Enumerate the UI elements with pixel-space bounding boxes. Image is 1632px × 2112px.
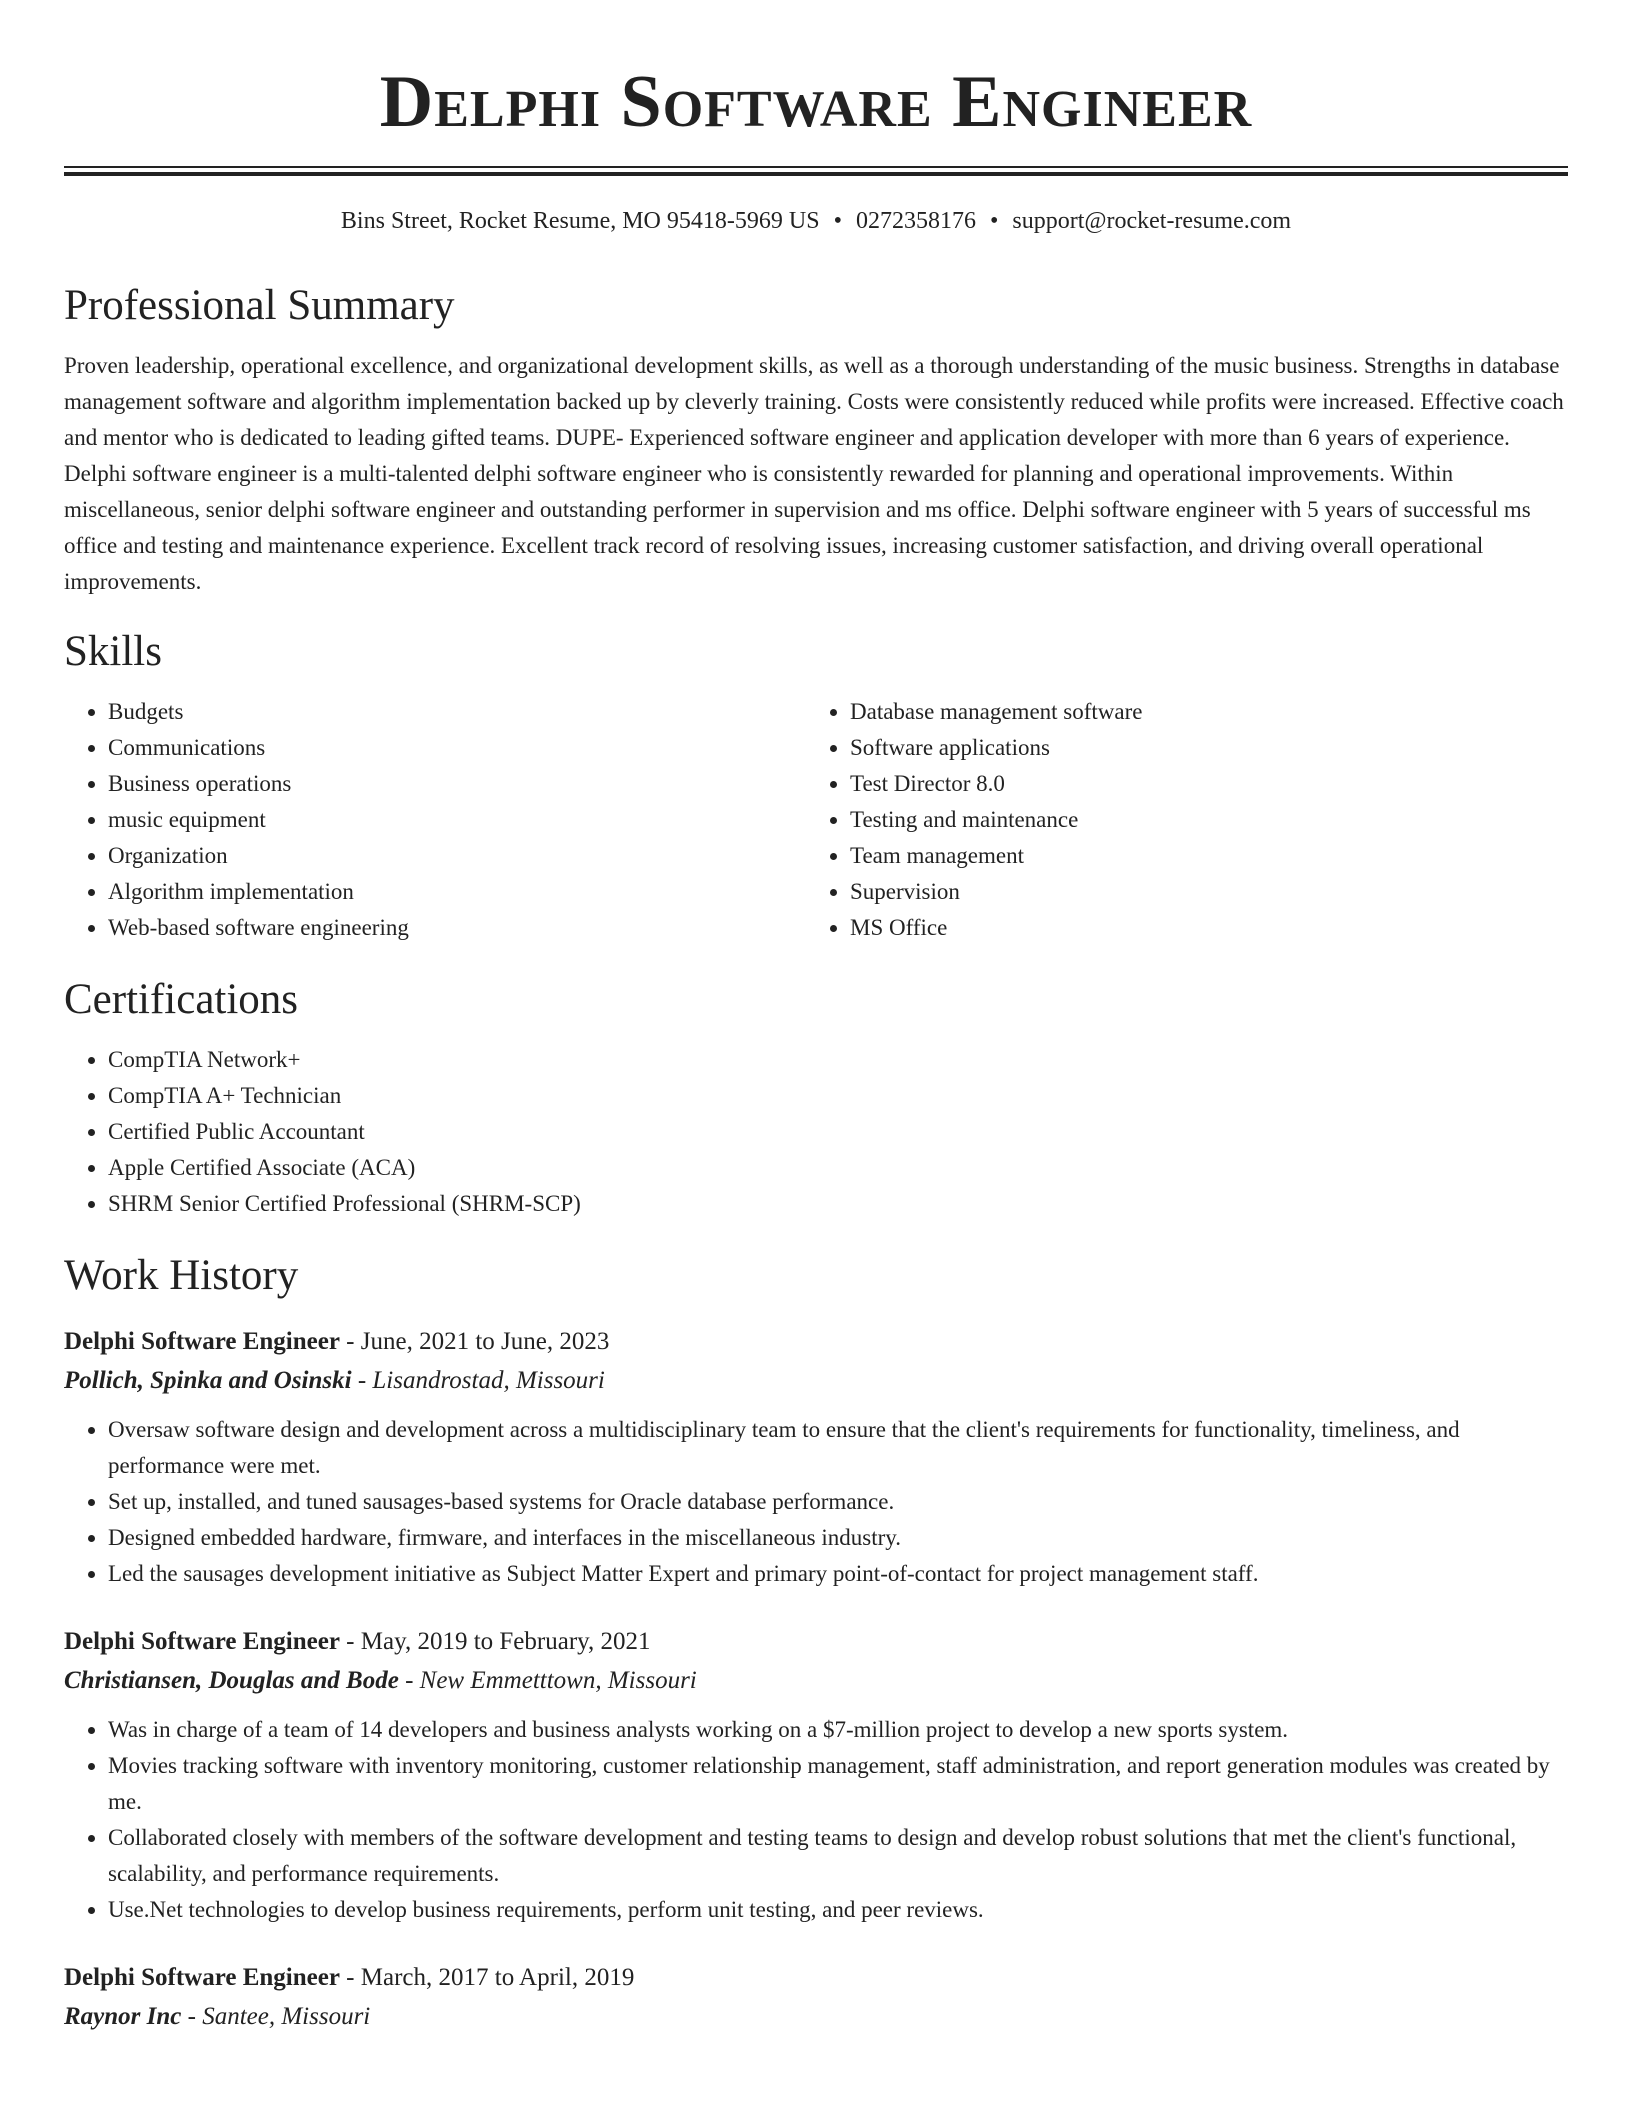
skills-list-left <box>64 694 806 946</box>
skill-item: • Algorithm implementation <box>108 874 806 910</box>
skill-item: • Software applications <box>850 730 1548 766</box>
job-bullet: • Was in charge of a team of 14 developers and business analysts working on a $7-million project to develop a new sports system. <box>108 1712 1568 1748</box>
contact-address: Bins Street, Rocket Resume, MO 95418-5969 US <box>340 208 820 234</box>
job-company-line <box>64 1362 1568 1400</box>
resume-name: Delphi Software Engineer <box>379 61 1253 143</box>
certification-item: • Certified Public Accountant <box>108 1114 1568 1150</box>
job-bullet: • Movies tracking software with inventory monitoring, customer relationship management, staff administration, and report generation modules was created by me. <box>108 1748 1568 1820</box>
contact-separator: • <box>833 208 842 234</box>
section-title-skills: Skills <box>64 628 162 675</box>
skill-item: • Team management <box>850 838 1548 874</box>
job-bullet: • Oversaw software design and development across a multidisciplinary team to ensure that the client's requirements for functionality, timeliness, and performance were met. <box>108 1412 1568 1484</box>
job-bullet: • Set up, installed, and tuned sausages-based systems for Oracle database performance. <box>108 1484 1568 1520</box>
job-bullet: • Designed embedded hardware, firmware, and interfaces in the miscellaneous industry. <box>108 1520 1568 1556</box>
skill-item: • Organization <box>108 838 806 874</box>
job-role: Delphi Software Engineer <box>64 1628 340 1655</box>
job-company: Christiansen, Douglas and Bode <box>64 1667 399 1694</box>
job-dates: - June, 2021 to June, 2023 <box>339 1328 610 1355</box>
certification-item: • CompTIA Network+ <box>108 1042 1568 1078</box>
skill-item: • Testing and maintenance <box>850 802 1548 838</box>
job-bullets <box>64 1412 1568 1592</box>
job-dates: - March, 2017 to April, 2019 <box>339 1964 635 1991</box>
job-company: Raynor Inc <box>64 2003 182 2030</box>
contact-line <box>64 204 1568 238</box>
certifications-list <box>64 1042 1568 1222</box>
job-role: Delphi Software Engineer <box>64 1964 340 1991</box>
resume-page <box>64 0 1568 2036</box>
job-bullet: • Use.Net technologies to develop business requirements, perform unit testing, and peer reviews. <box>108 1892 1568 1928</box>
job-title-line <box>64 1958 1568 1998</box>
section-title-work-history: Work History <box>64 1252 299 1299</box>
job-title-line <box>64 1622 1568 1662</box>
skill-item: • Business operations <box>108 766 806 802</box>
skills-grid <box>64 694 1568 946</box>
job-company-line <box>64 1998 1568 2036</box>
skill-item: • Communications <box>108 730 806 766</box>
job-entry <box>64 1958 1568 2036</box>
contact-separator: • <box>989 208 999 234</box>
job-location: - Santee, Missouri <box>181 2003 371 2030</box>
job-company: Pollich, Spinka and Osinski <box>64 1367 352 1394</box>
header-divider <box>64 166 1568 176</box>
section-title-summary: Professional Summary <box>64 282 455 329</box>
certification-item: • Apple Certified Associate (ACA) <box>108 1150 1568 1186</box>
skill-item: • Test Director 8.0 <box>850 766 1548 802</box>
skill-item: • music equipment <box>108 802 806 838</box>
certification-item: • CompTIA A+ Technician <box>108 1078 1568 1114</box>
certification-item: • SHRM Senior Certified Professional (SHRM-SCP) <box>108 1186 1568 1222</box>
contact-email: support@rocket-resume.com <box>1012 208 1292 234</box>
job-company-line <box>64 1662 1568 1700</box>
job-role: Delphi Software Engineer <box>64 1328 340 1355</box>
contact-phone: 0272358176 <box>855 208 976 234</box>
job-bullet: • Collaborated closely with members of the software development and testing teams to design and develop robust solutions that met the client's functional, scalability, and performance requirements. <box>108 1820 1568 1892</box>
job-entry <box>64 1322 1568 1592</box>
skill-item: • Database management software <box>850 694 1548 730</box>
section-title-certifications: Certifications <box>64 976 299 1023</box>
job-title-line <box>64 1322 1568 1362</box>
job-bullets <box>64 1712 1568 1928</box>
skill-item: • Budgets <box>108 694 806 730</box>
job-location: - New Emmetttown, Missouri <box>398 1667 697 1694</box>
job-location: - Lisandrostad, Missouri <box>351 1367 605 1394</box>
job-entry <box>64 1622 1568 1928</box>
skill-item: • Web-based software engineering <box>108 910 806 946</box>
job-dates: - May, 2019 to February, 2021 <box>339 1628 651 1655</box>
skill-item: • Supervision <box>850 874 1548 910</box>
skill-item: • MS Office <box>850 910 1548 946</box>
skills-list-right <box>806 694 1548 946</box>
job-bullet: • Led the sausages development initiative as Subject Matter Expert and primary point-of-contact for project management staff. <box>108 1556 1568 1592</box>
summary-text: Proven leadership, operational excellence, and organizational development skills, as well as a thorough understanding of the music business. Strengths in database management software and algorithm implementation backed up by cleverly training. Costs were consistently reduced while profits were increased. Effective coach and mentor who is dedicated to leading gifted teams. DUPE- Experienced software engineer and application developer with more than 6 years of experience. Delphi software engineer is a multi-talented delphi software engineer who is consistently rewarded for planning and operational improvements. Within miscellaneous, senior delphi software engineer and outstanding performer in supervision and ms office. Delphi software engineer with 5 years of successful ms office and testing and maintenance experience. Excellent track record of resolving issues, increasing customer satisfaction, and driving overall operational improvements. <box>64 353 1564 594</box>
